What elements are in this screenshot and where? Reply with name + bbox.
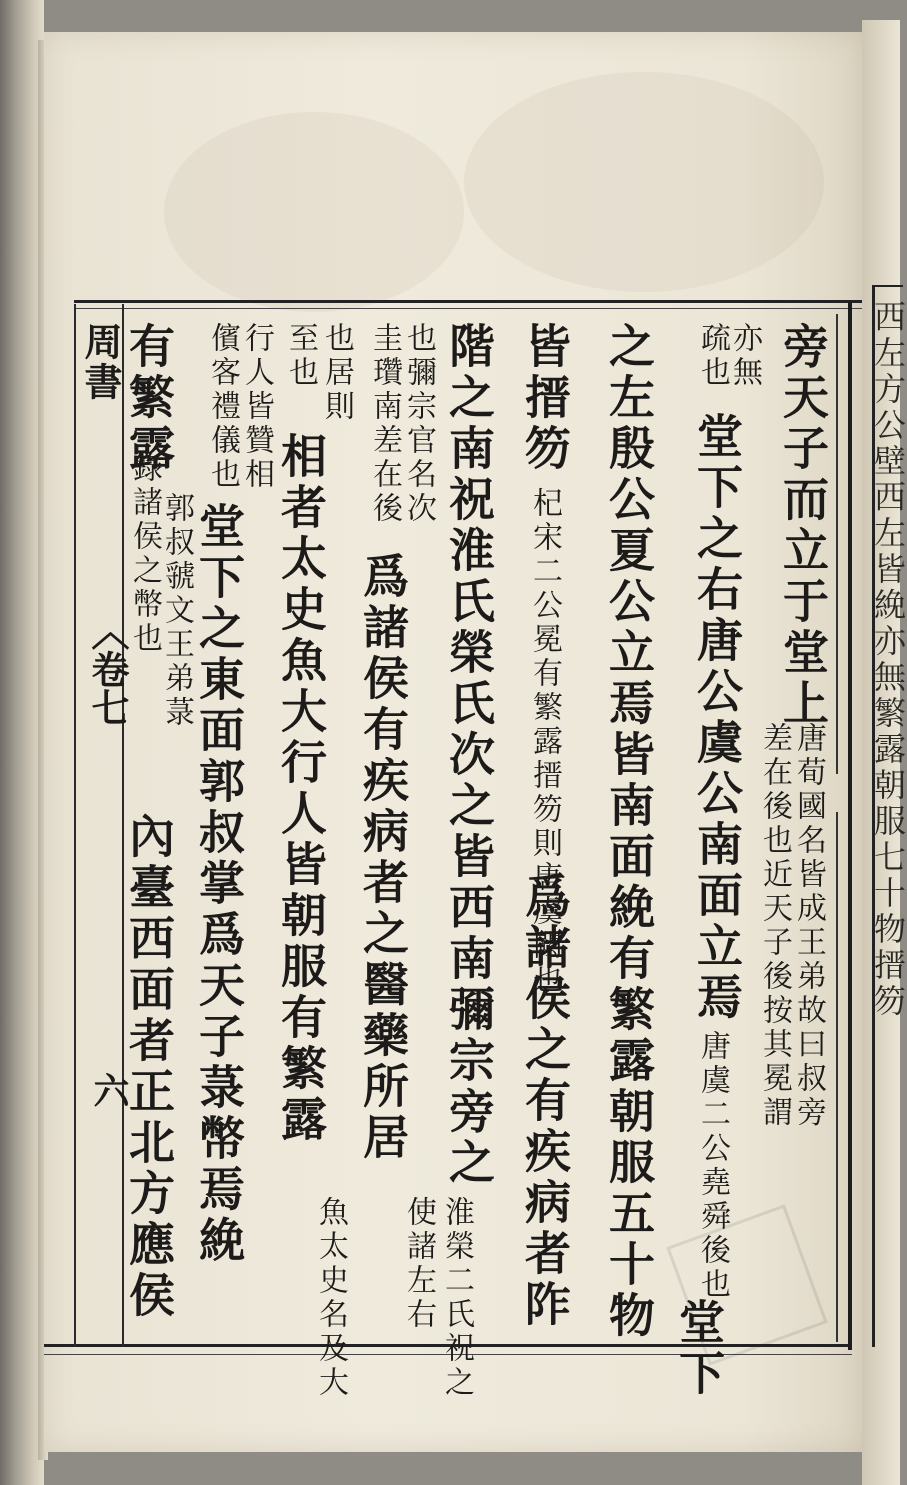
main-text-column: 之左殷公夏公立焉皆南面絻有繁露朝服五十物 xyxy=(602,322,656,1342)
main-text-column: 堂下之東面郭叔掌爲天子菉幣焉絻 xyxy=(192,502,246,1267)
main-text-column: 堂下之右唐公虞公南面立焉 xyxy=(690,412,744,1024)
main-text-column: 皆搢笏 xyxy=(518,322,572,475)
frame-top-border xyxy=(74,300,882,303)
commentary-text-column: 杞宋二公冕有繁露搢笏則唐虞闕也 xyxy=(527,487,562,997)
gutter-leaf-number: 六 xyxy=(88,1072,130,1108)
commentary-text-column: 亦無 xyxy=(727,322,762,390)
adjacent-page-text: 西左方公壁西左皆絻亦無繁露朝服七十物搢笏 xyxy=(869,300,907,1020)
commentary-text-column: 使諸左右 xyxy=(401,1196,436,1332)
gutter-book-title: 周書 xyxy=(78,322,123,402)
paper-stain xyxy=(164,112,464,312)
frame-top-inner-border xyxy=(74,308,882,309)
frame-right-inner-border xyxy=(836,314,838,774)
commentary-text-column: 郭叔虢文王弟菉 xyxy=(159,492,194,730)
main-text-column: 爲諸侯之有疾病者阼 xyxy=(518,872,572,1331)
commentary-text-column: 差在後也近天子後按其冕謂 xyxy=(757,722,792,1130)
main-text-column: 有繁露 xyxy=(122,322,176,475)
frame-right-border xyxy=(848,302,852,1350)
commentary-text-column: 也彌宗官名次 xyxy=(401,322,436,526)
commentary-text-column: 至也 xyxy=(283,322,318,390)
main-text-column: 階之南祝淮氏榮氏次之皆西南彌宗旁之 xyxy=(442,322,496,1189)
main-text-column: 旁天子而立于堂上 xyxy=(776,322,830,730)
commentary-text-column: 淮榮二氏祝之 xyxy=(439,1196,474,1400)
commentary-text-column: 疏也 xyxy=(695,322,730,390)
gutter-volume-number: 〈卷七 xyxy=(85,612,130,726)
commentary-text-column: 魚太史名及大 xyxy=(313,1196,348,1400)
commentary-text-column: 儐客禮儀也 xyxy=(205,322,240,492)
commentary-text-column: 行人皆贊相 xyxy=(239,322,274,492)
commentary-text-column: 唐荀國名皆成王弟故曰叔旁 xyxy=(791,722,826,1130)
commentary-text-column: 唐虞二公堯舜後也 xyxy=(695,1030,730,1302)
frame-right-inner-border-lower xyxy=(836,812,838,1342)
commentary-text-column: 也居則 xyxy=(319,322,354,424)
main-text-column: 堂下 xyxy=(672,1298,726,1400)
paper-stain xyxy=(464,72,824,292)
book-page xyxy=(44,32,864,1452)
commentary-text-column: 錄諸侯之幣也 xyxy=(127,452,162,656)
main-text-column: 內臺西面者正北方應侯 xyxy=(122,812,176,1322)
main-text-column: 爲諸侯有疾病者之醫藥所居 xyxy=(356,552,410,1164)
gutter-outer-divider xyxy=(74,304,76,1346)
main-text-column: 相者太史魚大行人皆朝服有繁露 xyxy=(274,432,328,1146)
commentary-text-column: 圭瓚南差在後 xyxy=(367,322,402,526)
